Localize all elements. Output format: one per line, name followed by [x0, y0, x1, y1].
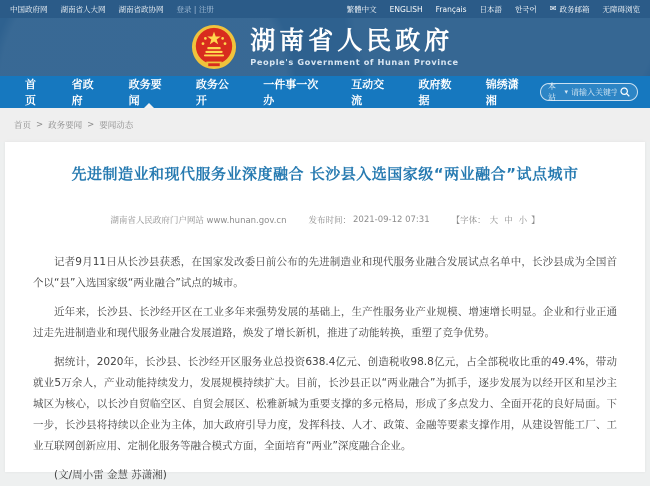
gov-mailbox-label: 政务邮箱	[559, 4, 590, 14]
lang-korean[interactable]: 한국어	[515, 4, 537, 14]
search-icon[interactable]	[620, 87, 630, 97]
register-link[interactable]: 注册	[198, 4, 214, 14]
font-size-medium-button[interactable]: 中	[504, 215, 513, 226]
article-source: 湖南省人民政府门户网站 www.hunan.gov.cn	[110, 215, 287, 226]
login-link[interactable]: 登录	[176, 4, 192, 14]
site-title: 湖南省人民政府	[250, 25, 454, 55]
font-size-large-button[interactable]: 大	[489, 215, 499, 226]
mail-icon: ✉	[549, 4, 557, 13]
lang-french[interactable]: Français	[435, 4, 467, 14]
article-meta	[33, 214, 617, 226]
masthead-text	[250, 27, 458, 68]
article-title: 先进制造业和现代服务业深度融合 长沙县入选国家级“两业融合”试点城市	[71, 165, 579, 183]
nav-item-home[interactable]: 首页	[25, 78, 36, 107]
top-utility-bar	[0, 0, 650, 18]
font-size-suffix: 】	[531, 215, 540, 226]
article-paragraph: 近年来，长沙县、长沙经开区在工业多年来强势发展的基础上，生产性服务业产业规模、增速增长明显。企业和行业正通过走先进制造业和现代服务业融合发展道路，焕发了增长新机，推进了动能转换，重塑了竞争优势。	[33, 305, 617, 339]
national-emblem-logo	[191, 24, 237, 70]
link-hunan-cppcc[interactable]: 湖南省政协网	[118, 4, 164, 14]
publish-time-group	[308, 214, 429, 226]
search-input[interactable]	[571, 88, 617, 97]
search-scope-selector[interactable]: 本站	[548, 82, 557, 102]
topbar-left-links	[10, 4, 214, 15]
link-hunan-npc[interactable]: 湖南省人大网	[60, 4, 106, 14]
lang-english[interactable]: ENGLISH	[389, 4, 423, 14]
main-nav	[0, 76, 650, 108]
nav-item-gov-data[interactable]: 政府数据	[418, 78, 452, 107]
breadcrumb-separator: >	[87, 120, 95, 130]
site-header	[0, 18, 650, 76]
breadcrumb-gov-news[interactable]: 政务要闻	[48, 121, 83, 131]
article-byline: (文/周小雷 金慧 苏潇湘)	[54, 468, 167, 481]
nav-item-gov-news[interactable]: 政务要闻	[116, 76, 183, 108]
nav-item-provincial-gov[interactable]: 省政府	[71, 78, 94, 107]
site-search[interactable]	[540, 83, 638, 101]
article-card	[5, 142, 645, 481]
article-paragraph: 记者9月11日从长沙县获悉，在国家发改委日前公布的先进制造业和现代服务业融合发展试点名单中，长沙县成为全国首个以“县”入选国家级“两业融合”试点的城市。	[33, 255, 617, 289]
font-size-controls	[452, 214, 540, 226]
publish-time-value: 2021-09-12 07:31	[353, 214, 430, 225]
lang-traditional-chinese[interactable]: 繁體中文	[346, 4, 377, 14]
nav-item-interaction[interactable]: 互动交流	[351, 78, 385, 107]
lang-japanese[interactable]: 日本語	[479, 4, 503, 14]
site-subtitle: People's Government of Hunan Province	[250, 57, 459, 68]
breadcrumb-home[interactable]: 首页	[14, 121, 32, 131]
topbar-right-links	[347, 4, 640, 15]
breadcrumb	[0, 108, 650, 142]
link-china-gov[interactable]: 中国政府网	[10, 4, 48, 14]
article-paragraph: 据统计，2020年，长沙县、长沙经开区服务业总投资638.4亿元、创造税收98.8亿元，占全部税收比重的49.4%，带动就业5万余人，产业动能持续发力，发展规模持续扩大。目前，长沙县正以“两业融合”为抓手，逐步发展为以经开区和星沙主城区为核心，以长沙自贸临空区、自贸会展区、松雅新城为重要支撑的多元格局，形成了多点发力、全面开花的良好局面。下一步，长沙县将持续以企业为主体，加大政府引导力度，发挥科技、人才、政策、金融等要素支撑作用，从建设智能工厂、工业互联网创新应用、定制化服务等融合模式方面，全面培育“两业”深度融合企业。	[33, 355, 617, 452]
login-register-group	[177, 4, 214, 15]
article-body	[33, 252, 617, 486]
chevron-down-icon: ▾	[564, 88, 569, 96]
publish-time-label: 发布时间：	[308, 215, 351, 226]
nav-item-jinxiu-xiaoxiang[interactable]: 锦绣潇湘	[485, 78, 519, 107]
gov-mailbox-link[interactable]	[550, 4, 590, 15]
breadcrumb-current: 要闻动态	[99, 121, 134, 131]
login-divider: |	[193, 4, 197, 14]
breadcrumb-separator: >	[36, 120, 44, 130]
font-size-prefix: 【字体：	[451, 215, 486, 226]
nav-item-one-stop-service[interactable]: 一件事一次办	[263, 78, 319, 107]
font-size-small-button[interactable]: 小	[518, 215, 528, 226]
accessibility-link[interactable]: 无障碍浏览	[602, 4, 640, 14]
nav-item-gov-disclosure[interactable]: 政务公开	[195, 78, 229, 107]
